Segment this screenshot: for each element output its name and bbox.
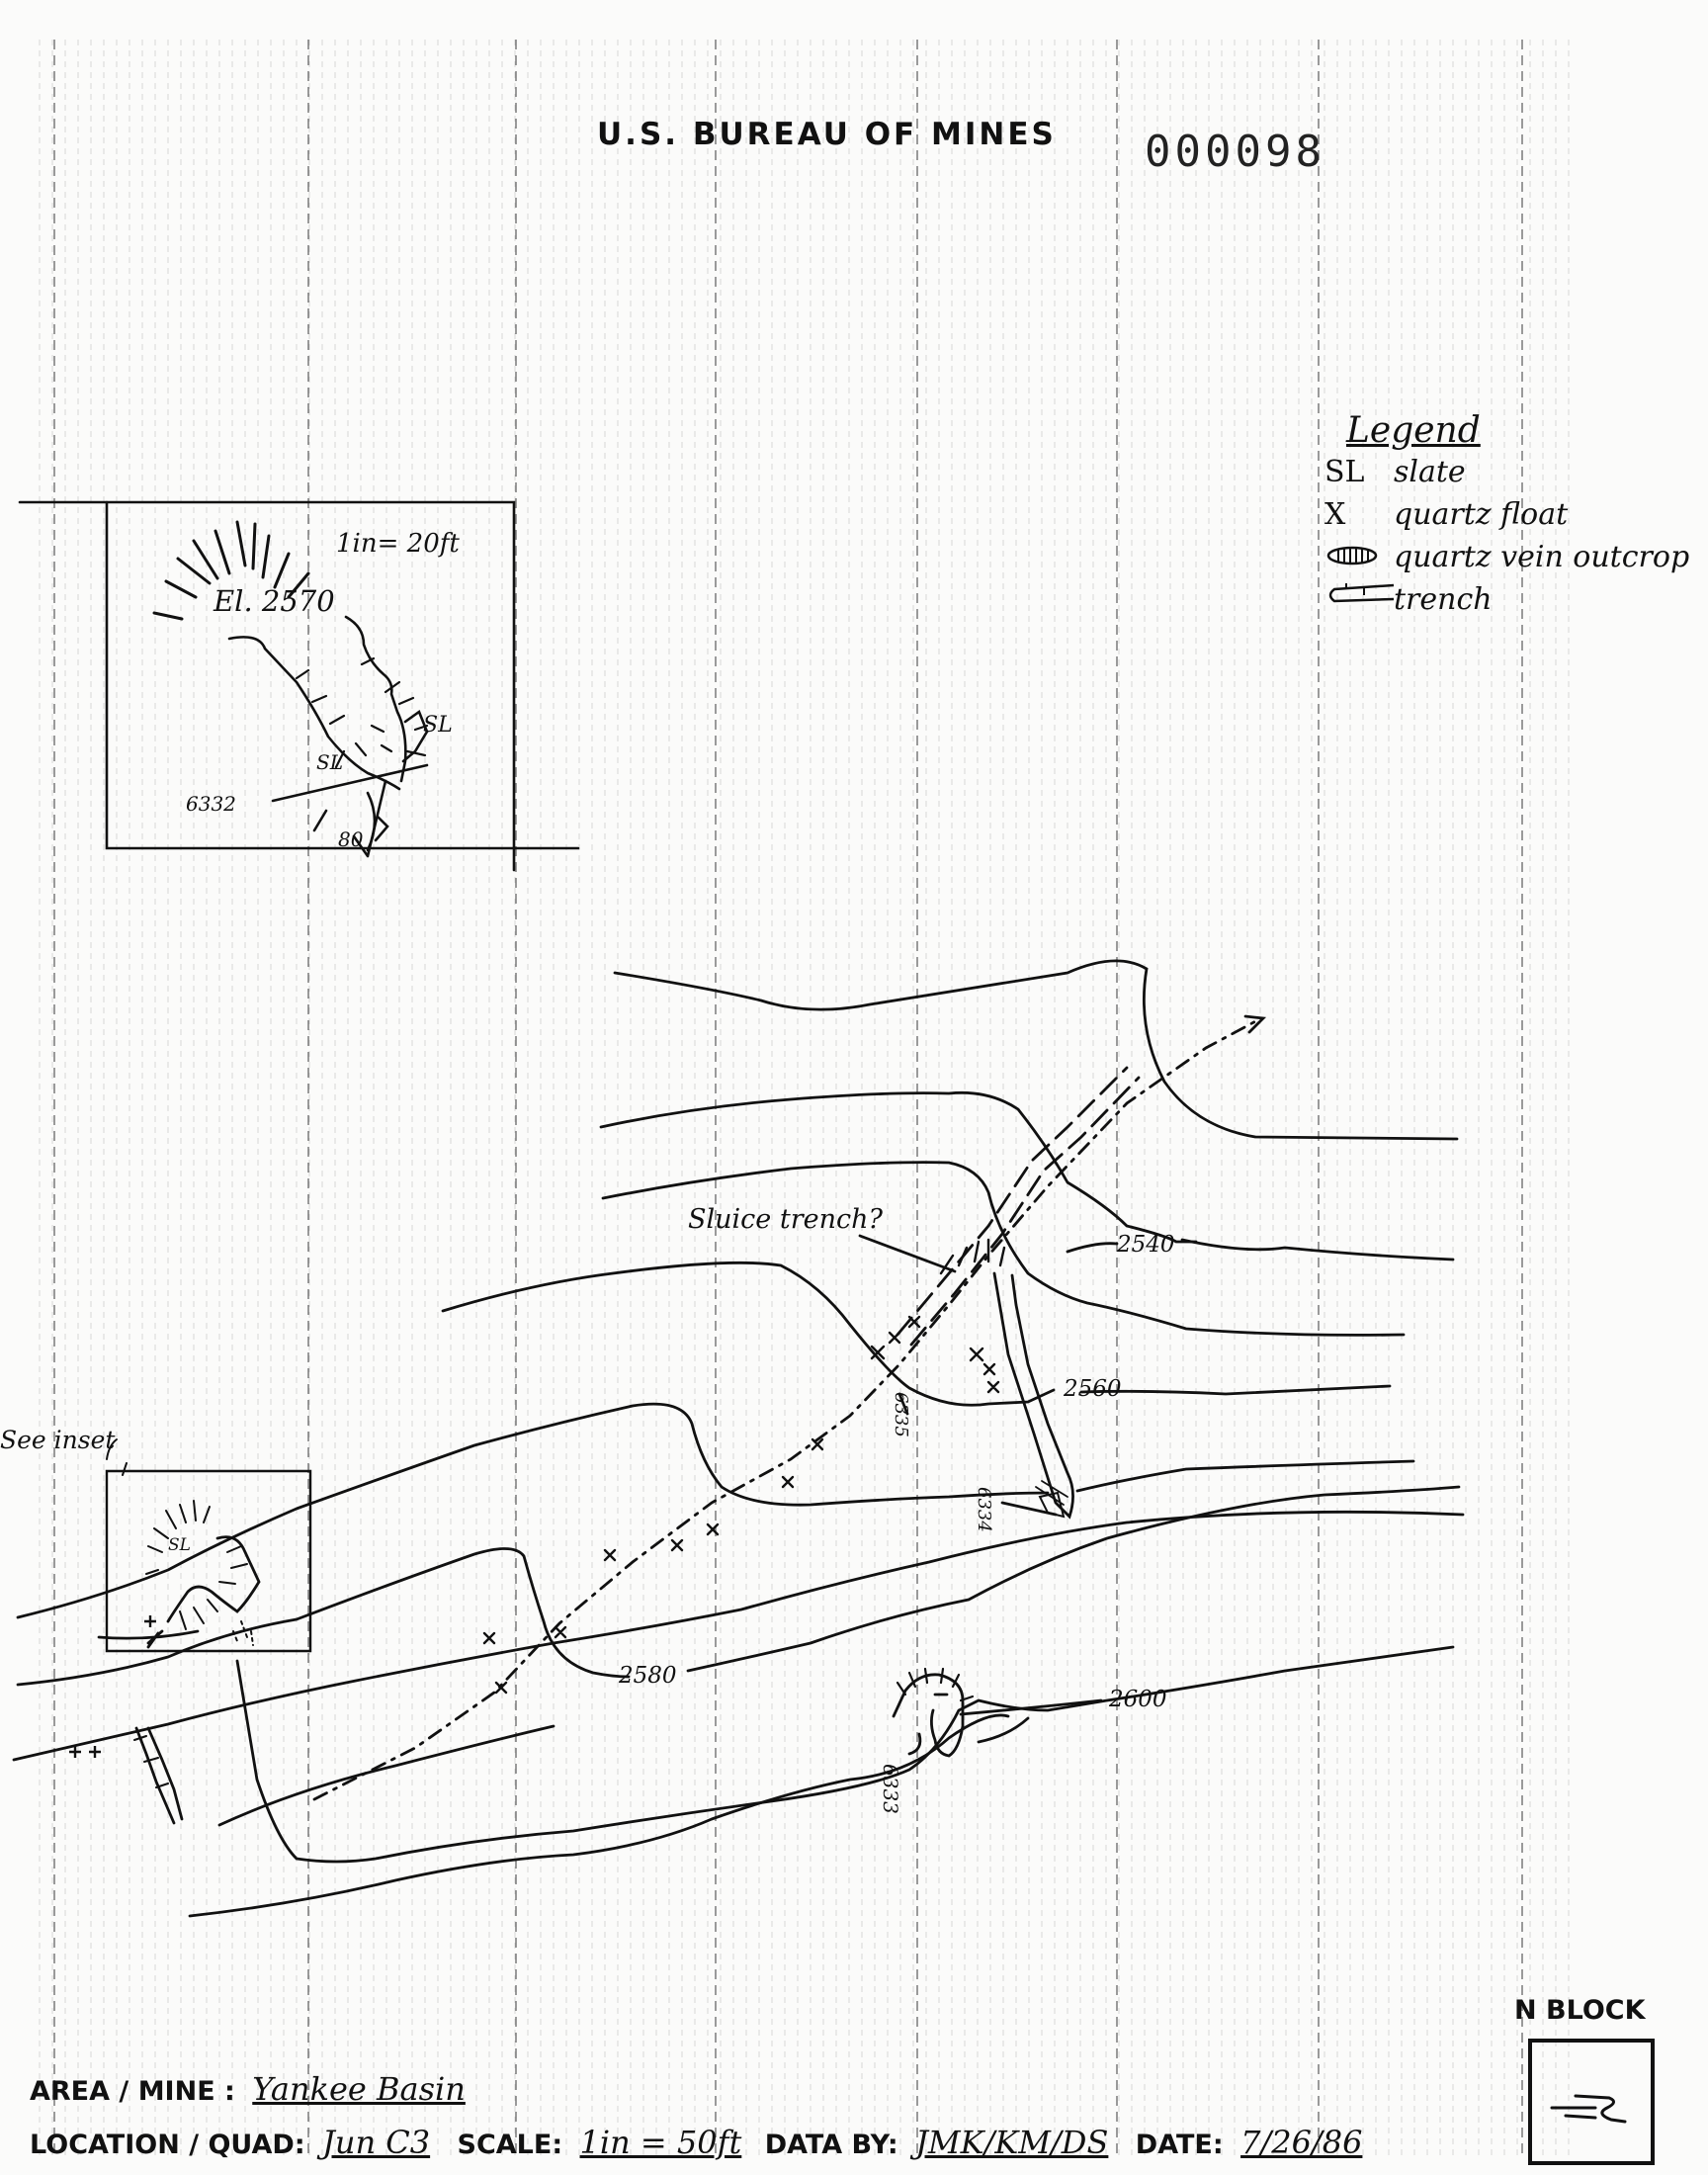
sample-6333-label: 6333 xyxy=(879,1764,902,1814)
inset-sample-6332: 6332 xyxy=(186,792,236,816)
legend-label-quartz-vein: quartz vein outcrop xyxy=(1394,540,1690,574)
location-quad-value: Jun C3 xyxy=(322,2124,431,2161)
quartz-float-symbol: X xyxy=(1324,497,1346,532)
contour-label-2600: 2600 xyxy=(1109,1687,1167,1712)
bureau-title: U.S. BUREAU OF MINES xyxy=(597,117,1057,152)
inset-elevation-label: El. 2570 xyxy=(214,584,335,618)
inset-slate-label-2: SL xyxy=(316,750,343,774)
quartz-float-markers xyxy=(484,1317,998,1693)
sample-6335-label: 6335 xyxy=(891,1392,911,1437)
north-block-box xyxy=(1528,2039,1655,2165)
sample-6334-label: 6334 xyxy=(974,1487,994,1532)
area-mine-label: AREA / MINE : xyxy=(30,2076,235,2107)
inset-slate-label-1: SL xyxy=(423,713,453,738)
data-by-label: DATA BY: xyxy=(764,2130,898,2160)
legend-label-quartz-float: quartz float xyxy=(1394,497,1569,532)
contour-label-2540: 2540 xyxy=(1117,1232,1175,1258)
north-arrow-icon xyxy=(1532,2043,1651,2161)
small-inset-slate-label: SL xyxy=(168,1535,191,1555)
legend-label-trench: trench xyxy=(1394,582,1493,617)
location-quad-label: LOCATION / QUAD: xyxy=(30,2130,305,2160)
footer-info-row xyxy=(30,2124,1370,2161)
area-mine-value: Yankee Basin xyxy=(252,2070,466,2108)
data-by-value: JMK/KM/DS xyxy=(915,2124,1109,2161)
scale-label: SCALE: xyxy=(457,2130,563,2160)
see-inset-note: See inset xyxy=(0,1426,116,1454)
date-label: DATE: xyxy=(1135,2130,1224,2160)
document-stamp-number: 000098 xyxy=(1145,127,1325,177)
sluice-trench-note: Sluice trench? xyxy=(688,1204,883,1235)
inset-dip-label: 80 xyxy=(338,827,364,851)
legend-title: Legend xyxy=(1346,410,1481,451)
contour-label-2580: 2580 xyxy=(619,1663,677,1689)
footer-area-row xyxy=(30,2070,473,2108)
scale-value: 1in = 50ft xyxy=(579,2124,742,2161)
legend-label-slate: slate xyxy=(1394,455,1466,489)
date-value: 7/26/86 xyxy=(1240,2124,1363,2161)
contour-label-2560: 2560 xyxy=(1064,1376,1122,1402)
inset-scale-label: 1in= 20ft xyxy=(336,529,460,559)
north-block-label: N BLOCK xyxy=(1514,1995,1646,2026)
slate-symbol: SL xyxy=(1324,455,1365,489)
